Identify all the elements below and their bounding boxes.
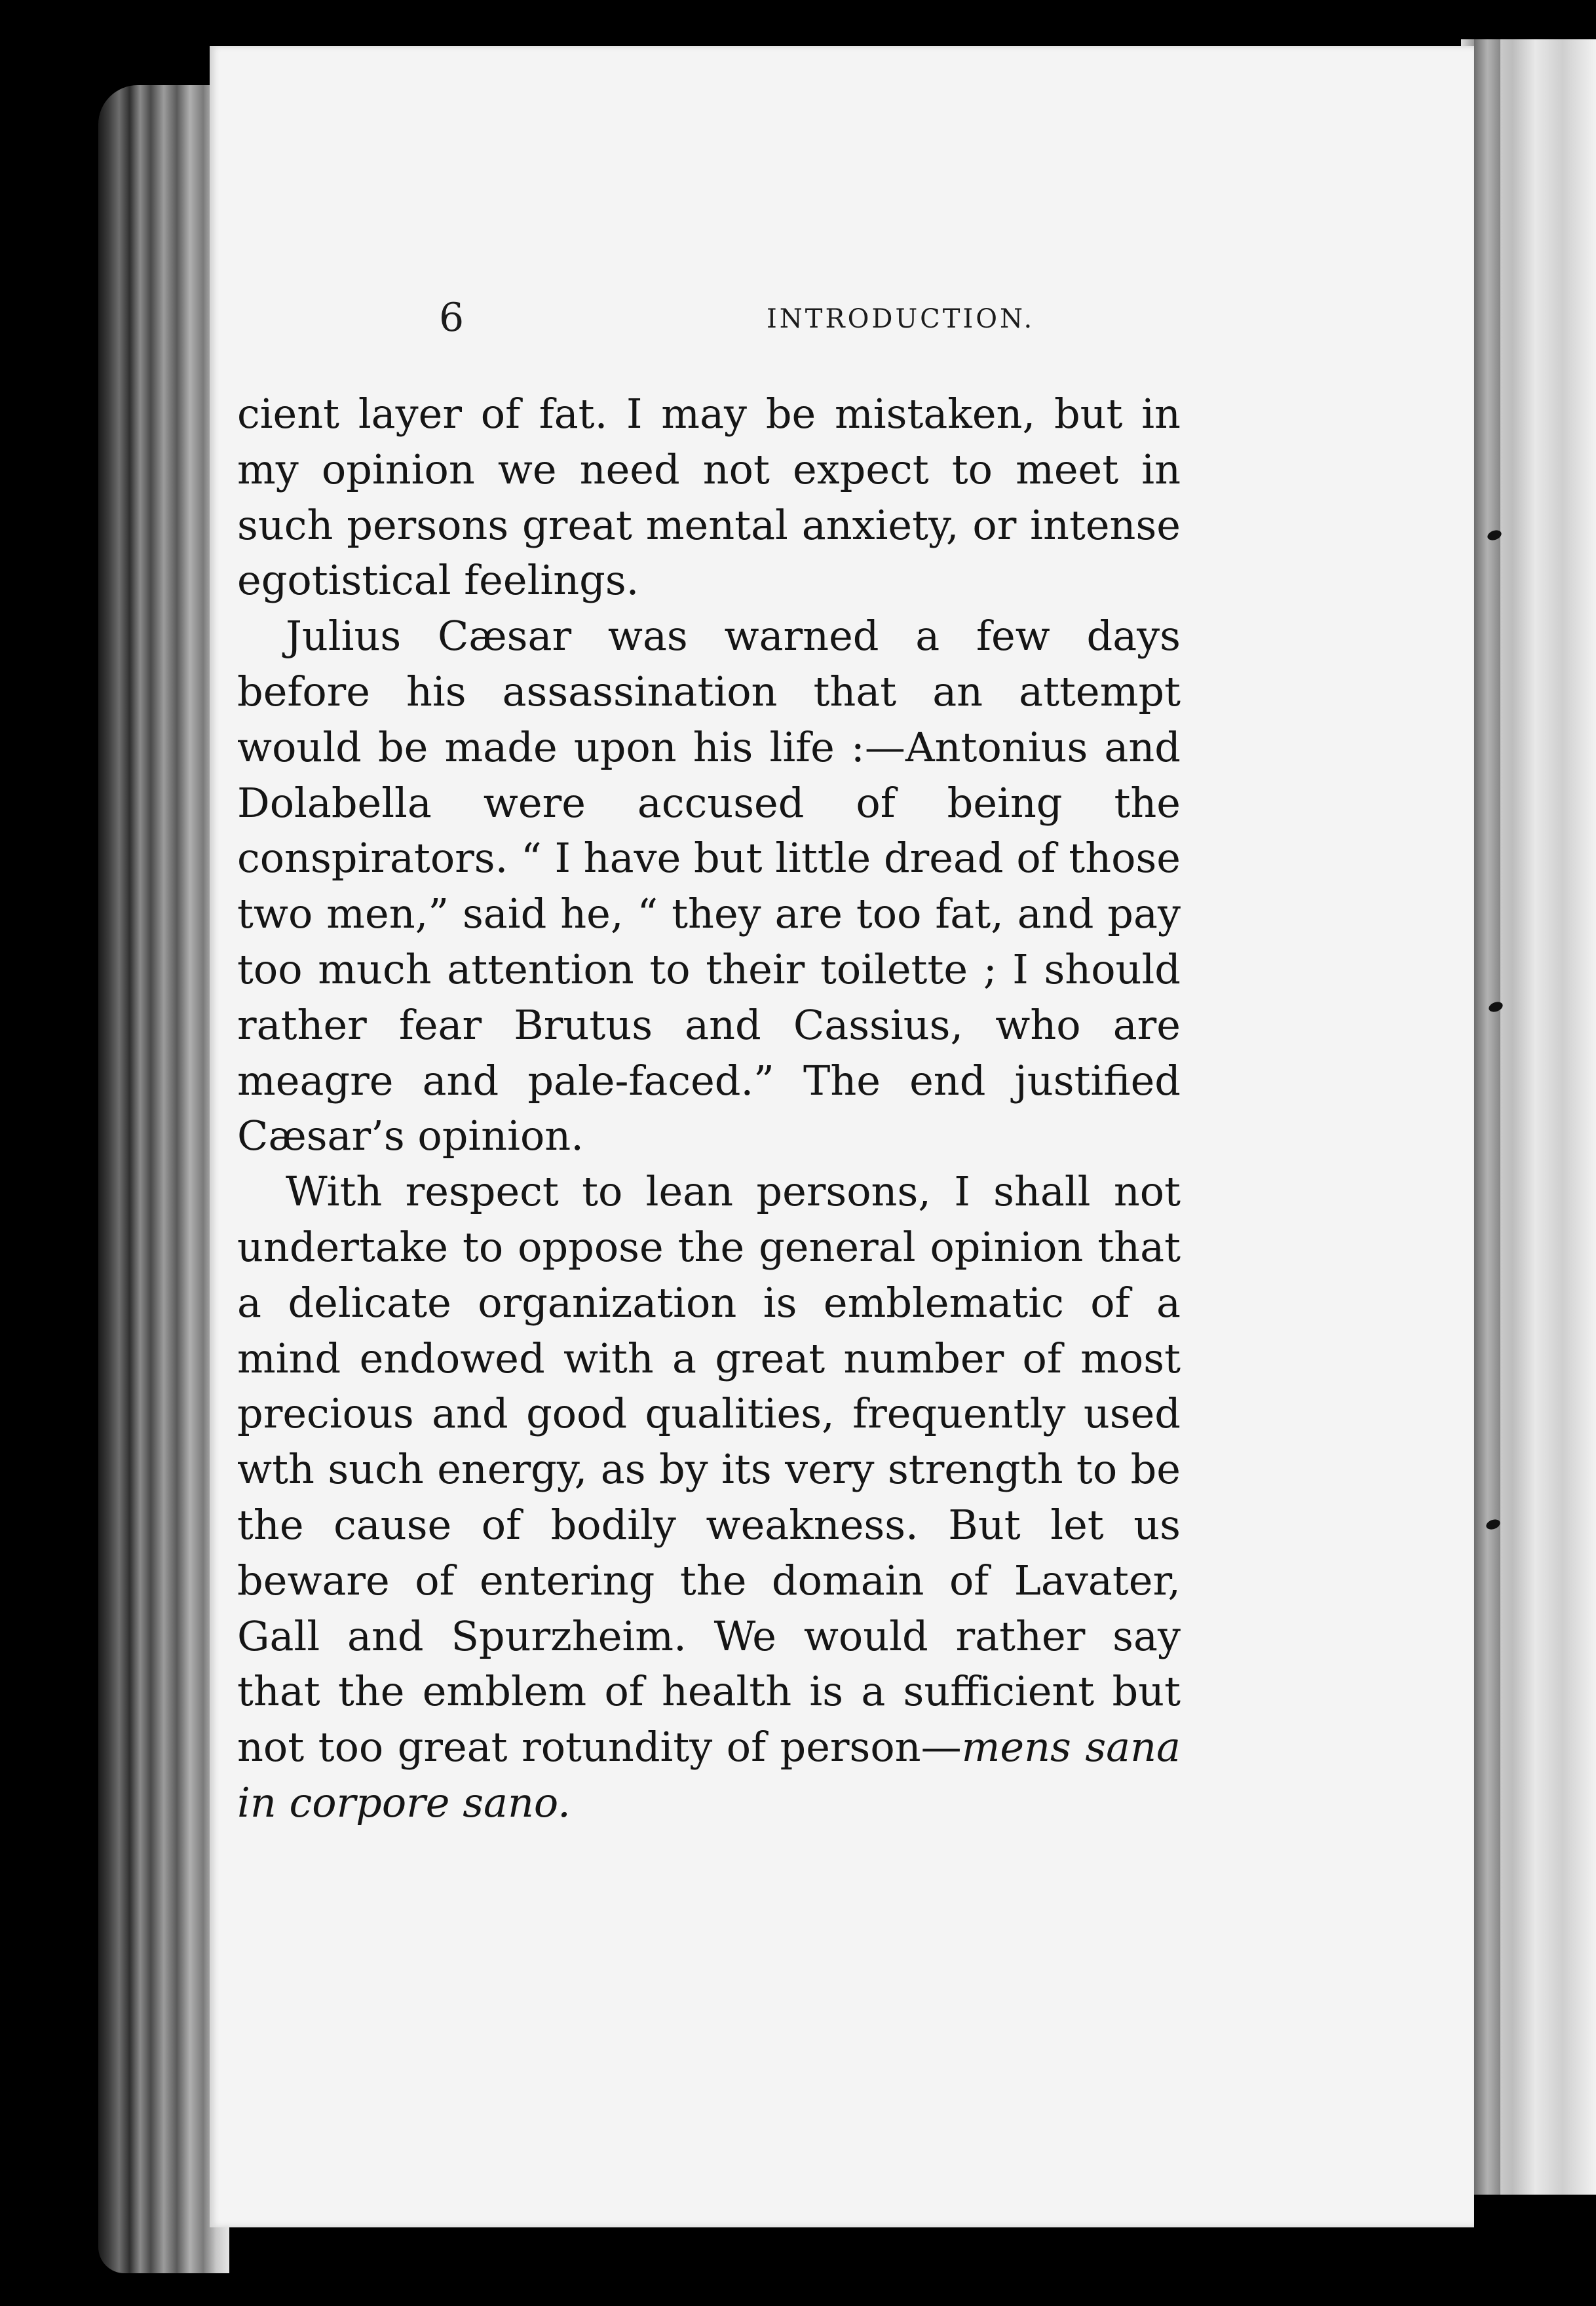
latin-phrase: mens sana in corpore sano. [237, 1723, 1181, 1826]
page-number: 6 [439, 295, 465, 341]
right-page-edge [1461, 39, 1596, 2195]
running-head [210, 295, 1474, 347]
paragraph-3 [237, 1164, 1181, 1831]
body-text [237, 387, 1181, 1831]
paragraph-3-text: With respect to lean persons, I shall not undertake to oppose the general opinion that a delicate organization is emblematic of a mind endowed with a great number of most precious and good qualities, frequently used wth such energy, as by its very strength to be the cause of bodily weakness. But let us beware of entering the domain of Lavater, Gall and Spurzheim. We would rather say that the emblem of health is a sufficient but not too great rotundity of person— [237, 1167, 1181, 1771]
paragraph-1: cient layer of fat. I may be mistaken, but in my opinion we need not expect to meet in such persons great mental anxiety, or intense egotistical feelings. [237, 390, 1181, 605]
running-head-title: INTRODUCTION. [767, 304, 1035, 334]
paragraph-2: Julius Cæsar was warned a few days before his assassination that an attempt would be made upon his life :—Antonius and Dolabella were accused of being the conspirators. “ I have but little dread of those two men,” said he, “ they are too fat, and pay too much attention to their toilette ; I should rather fear Brutus and Cassius, who are meagre and pale-faced.” The end justified Cæsar’s opinion. [237, 612, 1181, 1160]
